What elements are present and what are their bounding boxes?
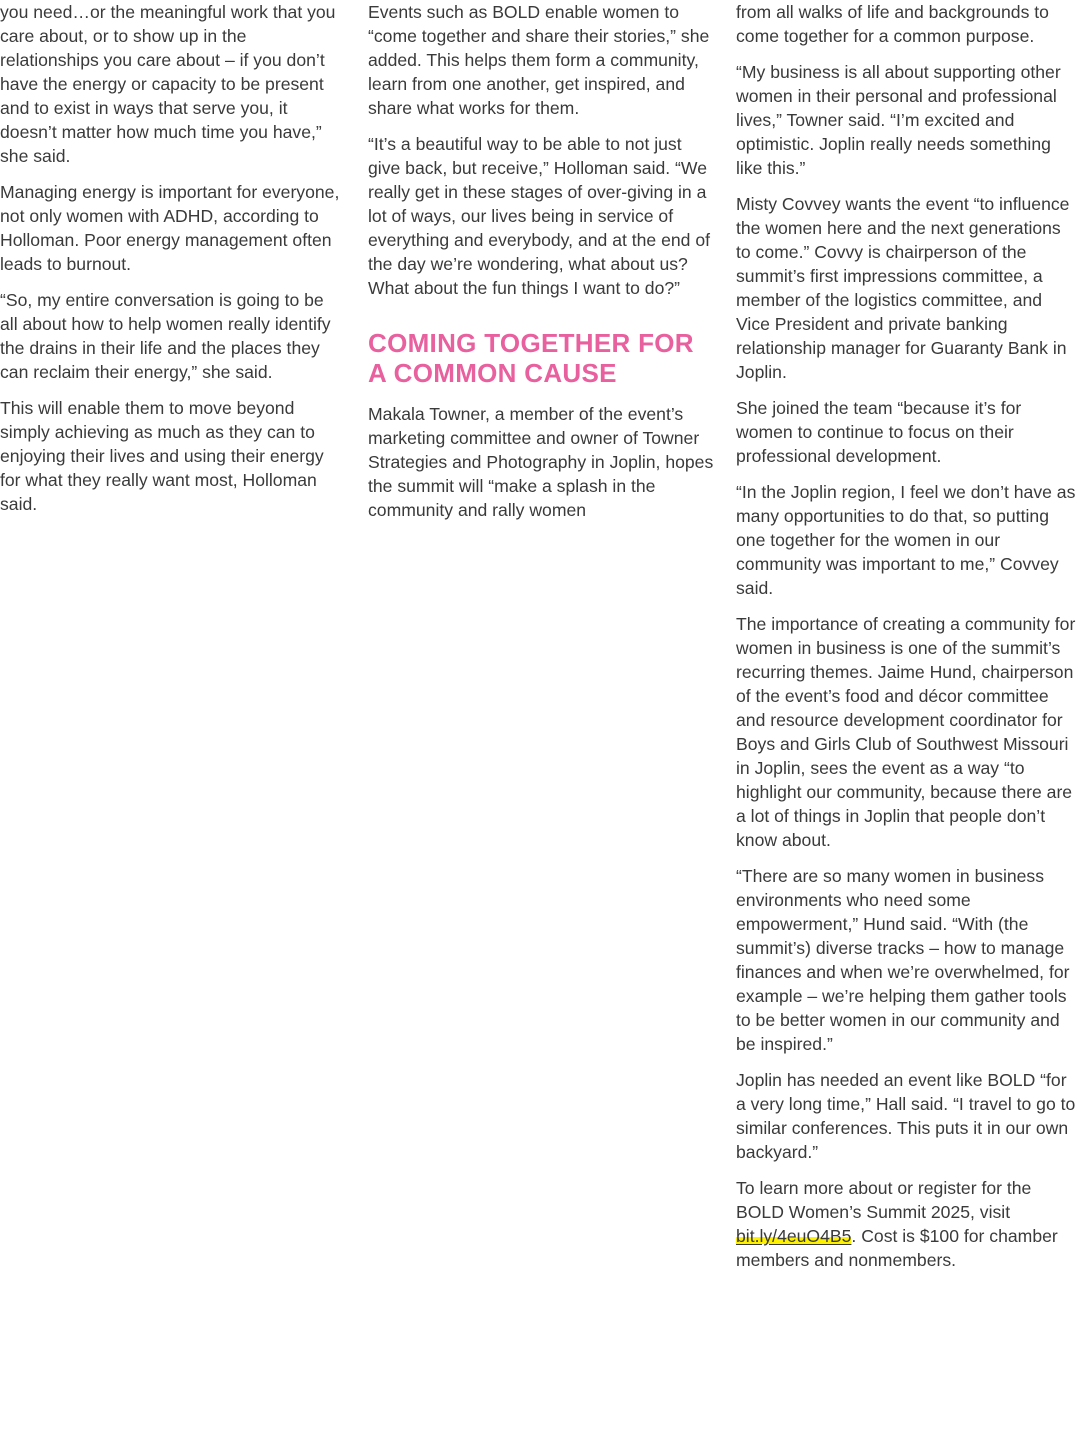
paragraph: “There are so many women in business environments who need some empowerment,” Hund said. “With (the summit’s) diverse tracks – how to manage finances and when we’re overwhelmed, for example – we’re helping them gather tools to be better women in our community and be inspired.” — [736, 866, 1070, 1054]
article-column-2 — [368, 0, 714, 534]
paragraph: Events such as BOLD enable women to “come together and share their stories,” she added. This helps them form a community, learn from one another, get inspired, and share what works for them. — [368, 2, 710, 118]
article-column-3 — [736, 0, 1080, 1284]
paragraph: from all walks of life and backgrounds to come together for a common purpose. — [736, 2, 1049, 46]
closing-text-after: . Cost is $100 for chamber members and nonmembers. — [736, 1226, 1058, 1270]
registration-link[interactable]: bit.ly/4euO4B5 — [736, 1226, 852, 1246]
closing-paragraph — [736, 1176, 1080, 1272]
closing-text-before: To learn more about or register for the BOLD Women’s Summit 2025, visit — [736, 1178, 1032, 1222]
paragraph: Makala Towner, a member of the event’s marketing committee and owner of Towner Strategies and Photography in Joplin, hopes the summit will “make a splash in the community and rally women — [368, 404, 714, 520]
paragraph: The importance of creating a community for women in business is one of the summit’s recurring themes. Jaime Hund, chairperson of the event’s food and décor committee and resource development coordinator for Boys and Girls Club of Southwest Missouri in Joplin, sees the event as a way “to highlight our community, because there are a lot of things in Joplin that people don’t know about. — [736, 614, 1076, 850]
paragraph: you need…or the meaningful work that you care about, or to show up in the relationships you care about – if you don’t have the energy or capacity to be present and to exist in ways that serve you, it doesn’t matter how much time you have,” she said. — [0, 2, 336, 166]
paragraph: Managing energy is important for everyone, not only women with ADHD, according to Holloman. Poor energy management often leads to burnout. — [0, 182, 340, 274]
article-column-1 — [0, 0, 342, 528]
paragraph: “In the Joplin region, I feel we don’t have as many opportunities to do that, so putting one together for the women in our community was important to me,” Covvey said. — [736, 482, 1076, 598]
paragraph: Joplin has needed an event like BOLD “for a very long time,” Hall said. “I travel to go to similar conferences. This puts it in our own backyard.” — [736, 1070, 1076, 1162]
paragraph: This will enable them to move beyond simply achieving as much as they can to enjoying their lives and using their energy for what they really want most, Holloman said. — [0, 398, 324, 514]
paragraph: “My business is all about supporting other women in their personal and professional lives,” Towner said. “I’m excited and optimistic. Joplin really needs something like this.” — [736, 62, 1061, 178]
paragraph: “It’s a beautiful way to be able to not just give back, but receive,” Holloman said. “We really get in these stages of over-giving in a lot of ways, our lives being in service of everything and everybody, and at the end of the day we’re wondering, what about us? What about the fun things I want to do?” — [368, 134, 711, 298]
paragraph: She joined the team “because it’s for women to continue to focus on their professional development. — [736, 398, 1022, 466]
section-heading: COMING TOGETHER FOR A COMMON CAUSE — [368, 328, 694, 388]
paragraph: Misty Covvey wants the event “to influence the women here and the next generations to come.” Covvy is chairperson of the summit’s first impressions committee, a member of the logistics committee, and Vice President and private banking relationship manager for Guaranty Bank in Joplin. — [736, 194, 1070, 382]
paragraph: “So, my entire conversation is going to be all about how to help women really identify the drains in their life and the places they can reclaim their energy,” she said. — [0, 290, 331, 382]
